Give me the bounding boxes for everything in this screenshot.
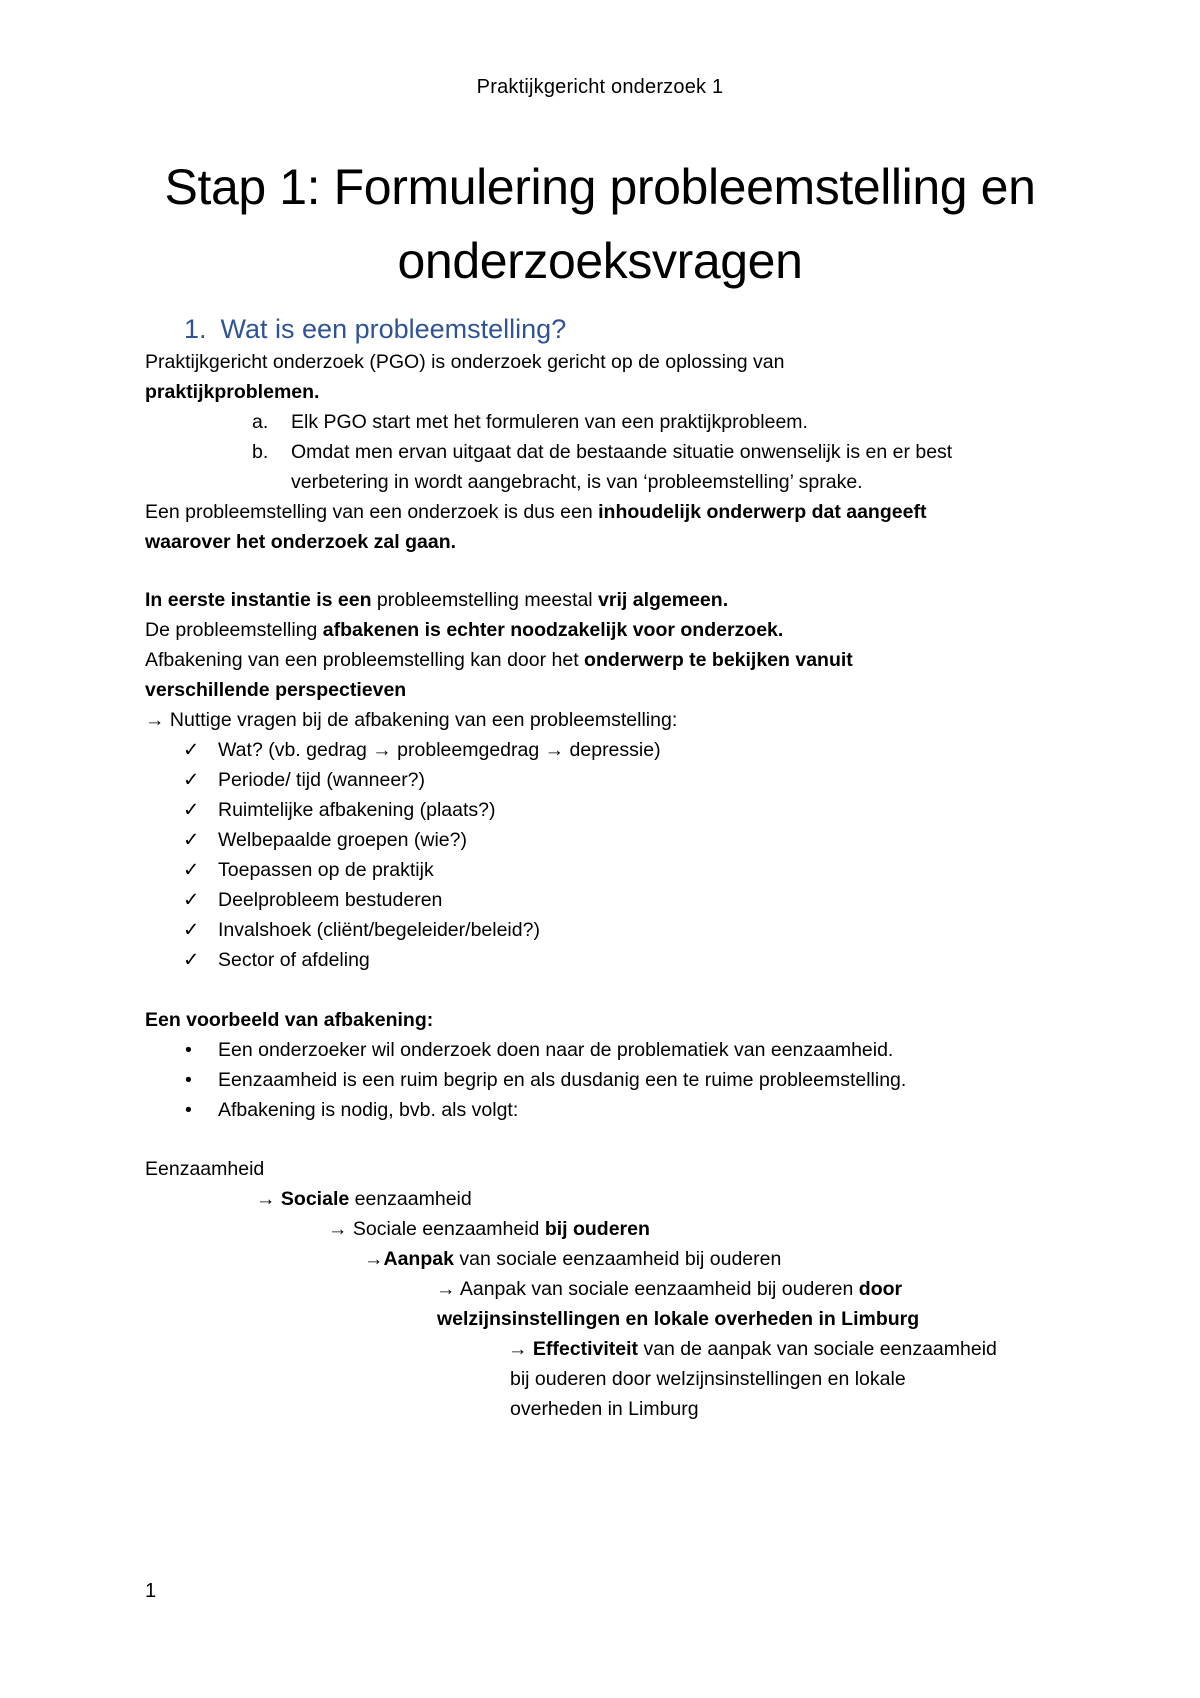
cascade-l5-rest-1: van de aanpak van sociale eenzaamheid xyxy=(638,1338,997,1360)
section-title: Wat is een probleemstelling? xyxy=(220,314,567,344)
example-item: Afbakening is nodig, bvb. als volgt: xyxy=(218,1099,519,1121)
cascade-level-3 xyxy=(364,1245,781,1275)
section-number: 1. xyxy=(184,314,207,344)
arrow-icon: → xyxy=(328,1218,348,1240)
scope-l3-pre: Afbakening van een probleemstelling kan door het xyxy=(145,649,585,671)
scope-l1-bold: In eerste instantie is een xyxy=(145,589,372,611)
cascade-level-2 xyxy=(328,1215,650,1245)
arrow-icon: → xyxy=(256,1188,276,1210)
list-item-b-marker: b. xyxy=(252,441,269,463)
intro-paragraph-2-line-2: waarover het onderzoek zal gaan. xyxy=(145,531,457,553)
cascade-level-5-line-1 xyxy=(508,1335,997,1365)
cascade-l4-pre: Aanpak van sociale eenzaamheid bij ouderen xyxy=(459,1278,859,1300)
arrow-icon: → xyxy=(145,709,165,731)
scope-l2-pre: De probleemstelling xyxy=(145,619,323,641)
title-line-2: onderzoeksvragen xyxy=(397,233,803,289)
scope-line-5 xyxy=(145,706,677,736)
scope-l2-bold: afbakenen is echter noodzakelijk voor onderzoek. xyxy=(322,619,784,641)
arrow-icon: → xyxy=(436,1278,456,1300)
title-line-1: Stap 1: Formulering probleemstelling en xyxy=(164,159,1036,215)
scope-line-3 xyxy=(145,646,853,676)
intro-paragraph-2-line-1 xyxy=(145,498,926,528)
cascade-l3-bold: Aanpak xyxy=(383,1248,454,1270)
intro-line-1: Praktijkgericht onderzoek (PGO) is onderzoek gericht op de oplossing van xyxy=(145,351,785,373)
cascade-l2-pre: Sociale eenzaamheid xyxy=(352,1218,545,1240)
page-title xyxy=(100,150,1100,298)
page-header: Praktijkgericht onderzoek 1 xyxy=(476,76,724,98)
checklist-item: Wat? (vb. gedrag → probleemgedrag → depressie) xyxy=(218,739,661,761)
cascade-l1-rest: eenzaamheid xyxy=(349,1188,472,1210)
p2-bold-1: inhoudelijk onderwerp dat aangeeft xyxy=(598,501,927,523)
scope-line-2 xyxy=(145,616,783,646)
example-item: Eenzaamheid is een ruim begrip en als dusdanig een te ruime probleemstelling. xyxy=(218,1069,907,1091)
arrow-icon: → xyxy=(364,1248,384,1270)
p2-pre: Een probleemstelling van een onderzoek is dus een xyxy=(145,501,599,523)
checkmark-icon: ✓ xyxy=(183,889,200,911)
cascade-l3-rest: van sociale eenzaamheid bij ouderen xyxy=(453,1248,782,1270)
checklist-item: Deelprobleem bestuderen xyxy=(218,889,443,911)
list-item-a-text: Elk PGO start met het formuleren van een praktijkprobleem. xyxy=(291,411,808,433)
bullet-icon: • xyxy=(185,1039,192,1061)
cascade-l2-bold: bij ouderen xyxy=(544,1218,650,1240)
list-item-b-text-2: verbetering in wordt aangebracht, is van ‘probleemstelling’ sprake. xyxy=(291,471,863,493)
checkmark-icon: ✓ xyxy=(183,919,200,941)
scope-l3-bold: onderwerp te bekijken vanuit xyxy=(584,649,853,671)
scope-l1-end: vrij algemeen. xyxy=(598,589,729,611)
checklist-item: Toepassen op de praktijk xyxy=(218,859,434,881)
cascade-level-5-line-2: bij ouderen door welzijnsinstellingen en lokale xyxy=(510,1368,906,1390)
checkmark-icon: ✓ xyxy=(183,769,200,791)
checkmark-icon: ✓ xyxy=(183,859,200,881)
cascade-root: Eenzaamheid xyxy=(145,1158,265,1180)
checklist-item: Ruimtelijke afbakening (plaats?) xyxy=(218,799,496,821)
cascade-level-4-line-2: welzijnsinstellingen en lokale overheden in Limburg xyxy=(437,1308,920,1330)
scope-line-1 xyxy=(145,586,728,616)
cascade-l1-bold: Sociale xyxy=(280,1188,350,1210)
cascade-l5-bold: Effectiviteit xyxy=(532,1338,639,1360)
section-heading xyxy=(184,312,566,346)
cascade-level-5-line-3: overheden in Limburg xyxy=(510,1398,699,1420)
scope-l1-mid: probleemstelling meestal xyxy=(371,589,599,611)
checklist-item: Invalshoek (cliënt/begeleider/beleid?) xyxy=(218,919,540,941)
checkmark-icon: ✓ xyxy=(183,949,200,971)
bullet-icon: • xyxy=(185,1099,192,1121)
checklist-item: Periode/ tijd (wanneer?) xyxy=(218,769,426,791)
example-item: Een onderzoeker wil onderzoek doen naar de problematiek van eenzaamheid. xyxy=(218,1039,894,1061)
arrow-icon: → xyxy=(508,1338,528,1360)
scope-l5-text: Nuttige vragen bij de afbakening van een probleemstelling: xyxy=(164,709,678,731)
checkmark-icon: ✓ xyxy=(183,739,200,761)
scope-line-4: verschillende perspectieven xyxy=(145,679,407,701)
example-heading: Een voorbeeld van afbakening: xyxy=(145,1009,434,1031)
checkmark-icon: ✓ xyxy=(183,829,200,851)
list-item-a-marker: a. xyxy=(252,411,269,433)
list-item-b-text-1: Omdat men ervan uitgaat dat de bestaande situatie onwenselijk is en er best xyxy=(291,441,953,463)
bullet-icon: • xyxy=(185,1069,192,1091)
cascade-level-4-line-1 xyxy=(436,1275,902,1305)
page-number: 1 xyxy=(145,1580,157,1602)
intro-line-2: praktijkproblemen. xyxy=(145,381,320,403)
cascade-level-1 xyxy=(256,1185,472,1215)
checkmark-icon: ✓ xyxy=(183,799,200,821)
cascade-l4-bold-1: door xyxy=(858,1278,903,1300)
checklist-item: Sector of afdeling xyxy=(218,949,370,971)
checklist-item: Welbepaalde groepen (wie?) xyxy=(218,829,467,851)
